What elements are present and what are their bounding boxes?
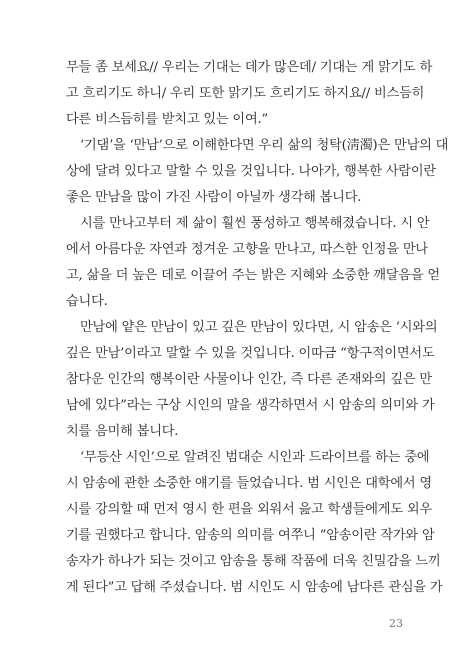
text-line: 참다운 인간의 행복이란 사물이나 인간, 즉 다른 존재와의 깊은 만 <box>66 372 432 387</box>
text-line: 치를 음미해 봅니다. <box>66 424 179 439</box>
text-line: 기를 권했다고 합니다. 암송의 의미를 여쭈니 “암송이란 작가와 암 <box>66 528 435 543</box>
text-line: 송자가 하나가 되는 것이고 암송을 통해 작품에 더욱 친밀감을 느끼 <box>66 554 441 569</box>
text-line: 깊은 만남’이라고 말할 수 있을 것입니다. 이따금 “항구적이면서도 <box>66 346 435 361</box>
text-line: ‘무등산 시인’으로 알려진 범대순 시인과 드라이브를 하는 중에 <box>80 450 430 465</box>
text-line: 고, 삶을 더 높은 데로 이끌어 주는 밝은 지혜와 소중한 깨달음을 얻 <box>66 268 440 283</box>
text-line: 시를 만나고부터 제 삶이 훨씬 풍성하고 행복해졌습니다. 시 안 <box>80 216 430 231</box>
text-line: 좋은 만남을 많이 가진 사람이 아닐까 생각해 봅니다. <box>66 190 362 205</box>
text-line: 무들 좀 보세요// 우리는 기대는 데가 많은데/ 기대는 게 맑기도 하 <box>66 60 433 75</box>
text-line: 상에 달려 있다고 말할 수 있을 것입니다. 나아가, 행복한 사람이란 <box>66 164 436 179</box>
text-line: 고 흐리기도 하니/ 우리 또한 맑기도 흐리기도 하지요// 비스듬히 <box>66 86 425 101</box>
text-line: ‘기댐’을 ‘만남’으로 이해한다면 우리 삶의 청탁(淸濁)은 만남의 대 <box>80 138 449 153</box>
text-line: 다른 비스듬히를 받치고 있는 이여.” <box>66 112 269 127</box>
text-line: 습니다. <box>66 294 108 309</box>
text-line: 남에 있다”라는 구상 시인의 말을 생각하면서 시 암송의 의미와 가 <box>66 398 435 413</box>
text-line: 에서 아름다운 자연과 정겨운 고향을 만나고, 따스한 인정을 만나 <box>66 242 428 257</box>
page-number: 23 <box>389 617 403 630</box>
text-line: 시를 강의할 때 먼저 영시 한 편을 외워서 읊고 학생들에게도 외우 <box>66 502 432 517</box>
body-text <box>66 55 449 601</box>
text-line: 게 된다”고 답해 주셨습니다. 범 시인도 시 암송에 남다른 관심을 가 <box>66 580 443 595</box>
text-line: 시 암송에 관한 소중한 얘기를 들었습니다. 범 시인은 대학에서 영 <box>66 476 432 491</box>
text-line: 만남에 얕은 만남이 있고 깊은 만남이 있다면, 시 암송은 ‘시와의 <box>80 320 438 335</box>
